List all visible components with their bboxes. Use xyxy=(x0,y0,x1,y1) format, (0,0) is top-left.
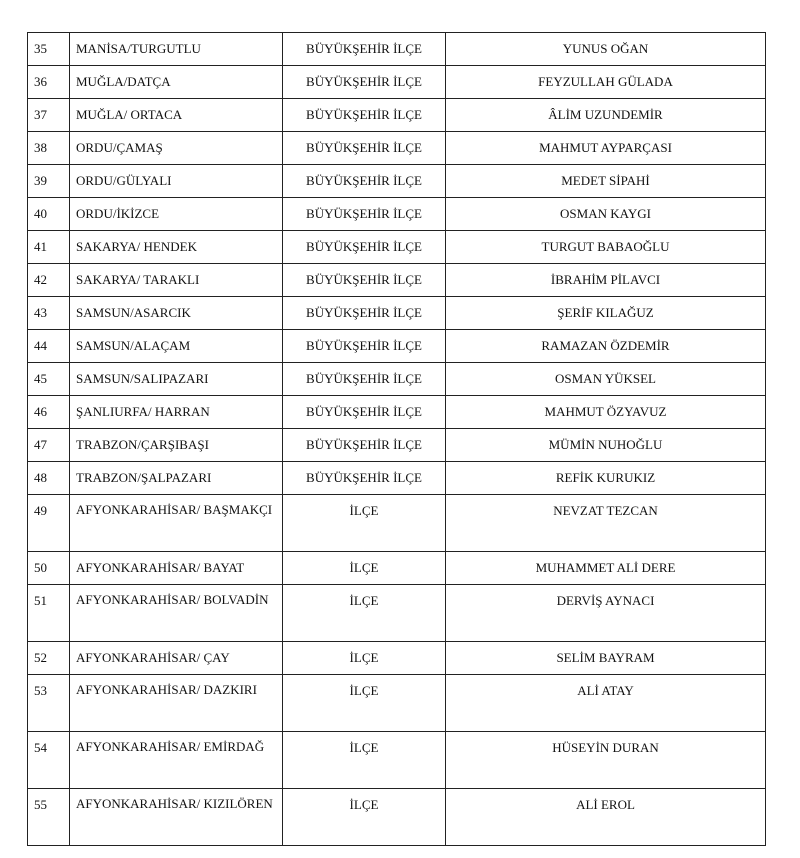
row-number: 50 xyxy=(28,552,70,585)
row-location: ORDU/ÇAMAŞ xyxy=(70,132,283,165)
table-row xyxy=(28,552,766,585)
row-type: BÜYÜKŞEHİR İLÇE xyxy=(283,429,446,462)
row-location: MANİSA/TURGUTLU xyxy=(70,33,283,66)
row-type: BÜYÜKŞEHİR İLÇE xyxy=(283,132,446,165)
row-type: İLÇE xyxy=(283,642,446,675)
row-type: BÜYÜKŞEHİR İLÇE xyxy=(283,330,446,363)
row-type: İLÇE xyxy=(283,495,446,552)
table-row xyxy=(28,99,766,132)
row-number: 51 xyxy=(28,585,70,642)
row-number: 38 xyxy=(28,132,70,165)
table-row xyxy=(28,675,766,732)
row-person-name: MÜMİN NUHOĞLU xyxy=(446,429,766,462)
table-row xyxy=(28,495,766,552)
table-row xyxy=(28,789,766,846)
row-type: İLÇE xyxy=(283,732,446,789)
row-number: 45 xyxy=(28,363,70,396)
row-location: MUĞLA/DATÇA xyxy=(70,66,283,99)
row-number: 48 xyxy=(28,462,70,495)
table-row xyxy=(28,132,766,165)
row-person-name: RAMAZAN ÖZDEMİR xyxy=(446,330,766,363)
table-row xyxy=(28,462,766,495)
table-row xyxy=(28,642,766,675)
row-location: TRABZON/ŞALPAZARI xyxy=(70,462,283,495)
row-person-name: NEVZAT TEZCAN xyxy=(446,495,766,552)
row-location: SAMSUN/SALIPAZARI xyxy=(70,363,283,396)
row-person-name: ÂLİM UZUNDEMİR xyxy=(446,99,766,132)
results-table-body xyxy=(28,33,766,846)
row-type: İLÇE xyxy=(283,552,446,585)
row-location: AFYONKARAHİSAR/ BAŞMAKÇI xyxy=(70,495,283,552)
row-number: 49 xyxy=(28,495,70,552)
row-type: BÜYÜKŞEHİR İLÇE xyxy=(283,165,446,198)
row-type: BÜYÜKŞEHİR İLÇE xyxy=(283,363,446,396)
table-row xyxy=(28,33,766,66)
row-number: 43 xyxy=(28,297,70,330)
row-person-name: HÜSEYİN DURAN xyxy=(446,732,766,789)
row-person-name: ALİ EROL xyxy=(446,789,766,846)
row-person-name: OSMAN YÜKSEL xyxy=(446,363,766,396)
row-person-name: ALİ ATAY xyxy=(446,675,766,732)
row-number: 35 xyxy=(28,33,70,66)
row-type: BÜYÜKŞEHİR İLÇE xyxy=(283,198,446,231)
row-number: 40 xyxy=(28,198,70,231)
table-row xyxy=(28,231,766,264)
table-row xyxy=(28,363,766,396)
row-person-name: MUHAMMET ALİ DERE xyxy=(446,552,766,585)
row-type: BÜYÜKŞEHİR İLÇE xyxy=(283,99,446,132)
row-location: AFYONKARAHİSAR/ KIZILÖREN xyxy=(70,789,283,846)
row-person-name: REFİK KURUKIZ xyxy=(446,462,766,495)
row-location: AFYONKARAHİSAR/ BOLVADİN xyxy=(70,585,283,642)
row-number: 37 xyxy=(28,99,70,132)
row-number: 46 xyxy=(28,396,70,429)
row-person-name: OSMAN KAYGI xyxy=(446,198,766,231)
row-type: İLÇE xyxy=(283,789,446,846)
row-type: BÜYÜKŞEHİR İLÇE xyxy=(283,396,446,429)
row-number: 52 xyxy=(28,642,70,675)
row-type: BÜYÜKŞEHİR İLÇE xyxy=(283,33,446,66)
row-person-name: MEDET SİPAHİ xyxy=(446,165,766,198)
table-row xyxy=(28,585,766,642)
row-person-name: MAHMUT AYPARÇASI xyxy=(446,132,766,165)
table-row xyxy=(28,165,766,198)
table-row xyxy=(28,198,766,231)
table-row xyxy=(28,66,766,99)
table-row xyxy=(28,429,766,462)
row-location: MUĞLA/ ORTACA xyxy=(70,99,283,132)
row-number: 47 xyxy=(28,429,70,462)
row-location: SAKARYA/ HENDEK xyxy=(70,231,283,264)
row-number: 41 xyxy=(28,231,70,264)
row-person-name: YUNUS OĞAN xyxy=(446,33,766,66)
row-location: ORDU/İKİZCE xyxy=(70,198,283,231)
row-person-name: TURGUT BABAOĞLU xyxy=(446,231,766,264)
table-row xyxy=(28,264,766,297)
row-type: BÜYÜKŞEHİR İLÇE xyxy=(283,264,446,297)
row-number: 39 xyxy=(28,165,70,198)
row-person-name: ŞERİF KILAĞUZ xyxy=(446,297,766,330)
row-type: İLÇE xyxy=(283,675,446,732)
row-type: İLÇE xyxy=(283,585,446,642)
row-number: 36 xyxy=(28,66,70,99)
row-location: ŞANLIURFA/ HARRAN xyxy=(70,396,283,429)
row-person-name: SELİM BAYRAM xyxy=(446,642,766,675)
row-number: 42 xyxy=(28,264,70,297)
row-number: 44 xyxy=(28,330,70,363)
row-person-name: DERVİŞ AYNACI xyxy=(446,585,766,642)
row-type: BÜYÜKŞEHİR İLÇE xyxy=(283,231,446,264)
table-row xyxy=(28,330,766,363)
row-location: TRABZON/ÇARŞIBAŞI xyxy=(70,429,283,462)
results-table xyxy=(27,32,766,846)
row-location: ORDU/GÜLYALI xyxy=(70,165,283,198)
row-type: BÜYÜKŞEHİR İLÇE xyxy=(283,66,446,99)
row-number: 54 xyxy=(28,732,70,789)
row-location: AFYONKARAHİSAR/ ÇAY xyxy=(70,642,283,675)
row-location: SAKARYA/ TARAKLI xyxy=(70,264,283,297)
table-row xyxy=(28,297,766,330)
row-person-name: İBRAHİM PİLAVCI xyxy=(446,264,766,297)
table-row xyxy=(28,732,766,789)
row-location: AFYONKARAHİSAR/ DAZKIRI xyxy=(70,675,283,732)
row-number: 55 xyxy=(28,789,70,846)
row-type: BÜYÜKŞEHİR İLÇE xyxy=(283,462,446,495)
row-location: AFYONKARAHİSAR/ BAYAT xyxy=(70,552,283,585)
row-number: 53 xyxy=(28,675,70,732)
row-person-name: MAHMUT ÖZYAVUZ xyxy=(446,396,766,429)
row-location: SAMSUN/ASARCIK xyxy=(70,297,283,330)
row-person-name: FEYZULLAH GÜLADA xyxy=(446,66,766,99)
row-location: AFYONKARAHİSAR/ EMİRDAĞ xyxy=(70,732,283,789)
row-location: SAMSUN/ALAÇAM xyxy=(70,330,283,363)
row-type: BÜYÜKŞEHİR İLÇE xyxy=(283,297,446,330)
table-row xyxy=(28,396,766,429)
